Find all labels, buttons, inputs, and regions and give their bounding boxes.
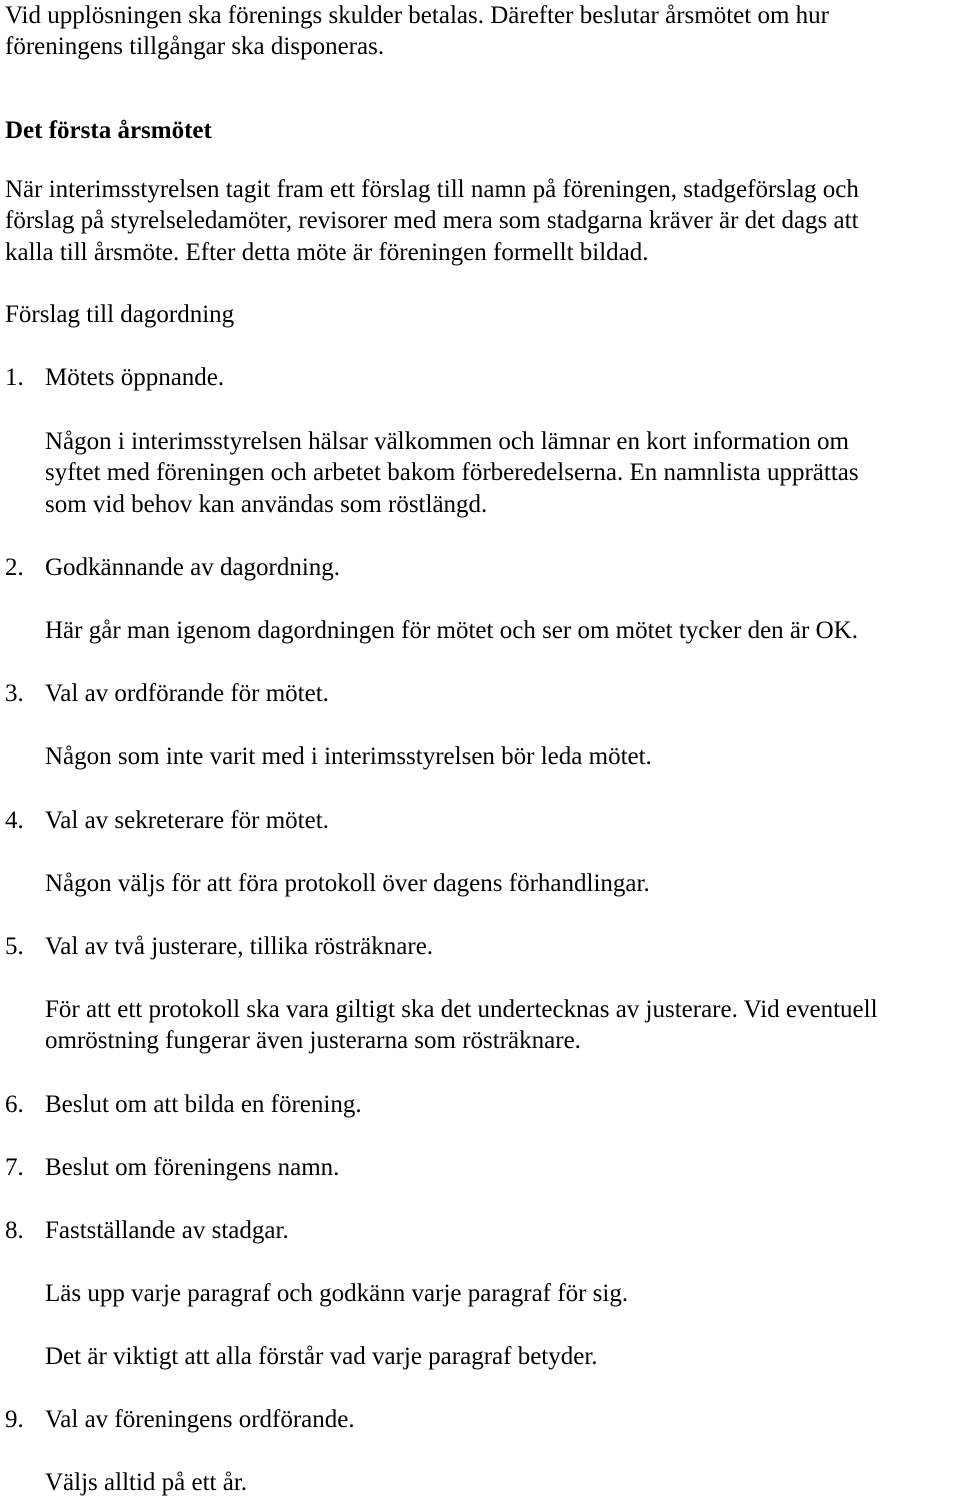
agenda-item-description: Väljs alltid på ett år. bbox=[45, 1469, 248, 1496]
section-paragraph-line-3: kalla till årsmöte. Efter detta möte är föreningen formellt bildad. bbox=[5, 239, 649, 266]
intro-line-1: Vid upplösningen ska förenings skulder betalas. Därefter beslutar årsmötet om hur bbox=[5, 2, 829, 29]
agenda-item-title: Val av sekreterare för mötet. bbox=[45, 807, 329, 834]
agenda-item-number: 2. bbox=[5, 554, 24, 581]
agenda-item-description: Någon i interimsstyrelsen hälsar välkommen och lämnar en kort information om bbox=[45, 428, 849, 455]
agenda-title: Förslag till dagordning bbox=[5, 301, 235, 328]
agenda-item-number: 1. bbox=[5, 364, 24, 391]
agenda-item-title: Beslut om att bilda en förening. bbox=[45, 1091, 362, 1118]
agenda-item-description: Någon väljs för att föra protokoll över dagens förhandlingar. bbox=[45, 870, 650, 897]
agenda-item-number: 3. bbox=[5, 680, 24, 707]
agenda-item-title: Val av två justerare, tillika rösträknare. bbox=[45, 933, 434, 960]
intro-line-2: föreningens tillgångar ska disponeras. bbox=[5, 33, 385, 60]
agenda-item-number: 6. bbox=[5, 1091, 24, 1118]
agenda-item-title: Val av föreningens ordförande. bbox=[45, 1406, 355, 1433]
agenda-item-title: Mötets öppnande. bbox=[45, 364, 225, 391]
agenda-item-number: 8. bbox=[5, 1217, 24, 1244]
agenda-item-title: Beslut om föreningens namn. bbox=[45, 1154, 340, 1181]
section-heading: Det första årsmötet bbox=[5, 117, 212, 144]
agenda-item-description: Läs upp varje paragraf och godkänn varje paragraf för sig. bbox=[45, 1280, 629, 1307]
agenda-item-description: omröstning fungerar även justerarna som rösträknare. bbox=[45, 1027, 581, 1054]
section-paragraph-line-2: förslag på styrelseledamöter, revisorer med mera som stadgarna kräver är det dags att bbox=[5, 207, 859, 234]
agenda-item-description: som vid behov kan användas som röstlängd. bbox=[45, 491, 488, 518]
agenda-item-description: syftet med föreningen och arbetet bakom förberedelserna. En namnlista upprättas bbox=[45, 459, 859, 486]
agenda-item-description: Här går man igenom dagordningen för mötet och ser om mötet tycker den är OK. bbox=[45, 617, 858, 644]
agenda-item-description: Någon som inte varit med i interimsstyrelsen bör leda mötet. bbox=[45, 743, 652, 770]
section-paragraph-line-1: När interimsstyrelsen tagit fram ett förslag till namn på föreningen, stadgeförslag och bbox=[5, 176, 859, 203]
agenda-item-number: 5. bbox=[5, 933, 24, 960]
agenda-item-number: 7. bbox=[5, 1154, 24, 1181]
agenda-item-description: För att ett protokoll ska vara giltigt ska det undertecknas av justerare. Vid eventuell bbox=[45, 996, 878, 1023]
agenda-item-number: 4. bbox=[5, 807, 24, 834]
agenda-item-description: Det är viktigt att alla förstår vad varje paragraf betyder. bbox=[45, 1343, 598, 1370]
agenda-item-title: Godkännande av dagordning. bbox=[45, 554, 341, 581]
agenda-item-title: Val av ordförande för mötet. bbox=[45, 680, 329, 707]
agenda-item-title: Fastställande av stadgar. bbox=[45, 1217, 289, 1244]
agenda-item-number: 9. bbox=[5, 1406, 24, 1433]
